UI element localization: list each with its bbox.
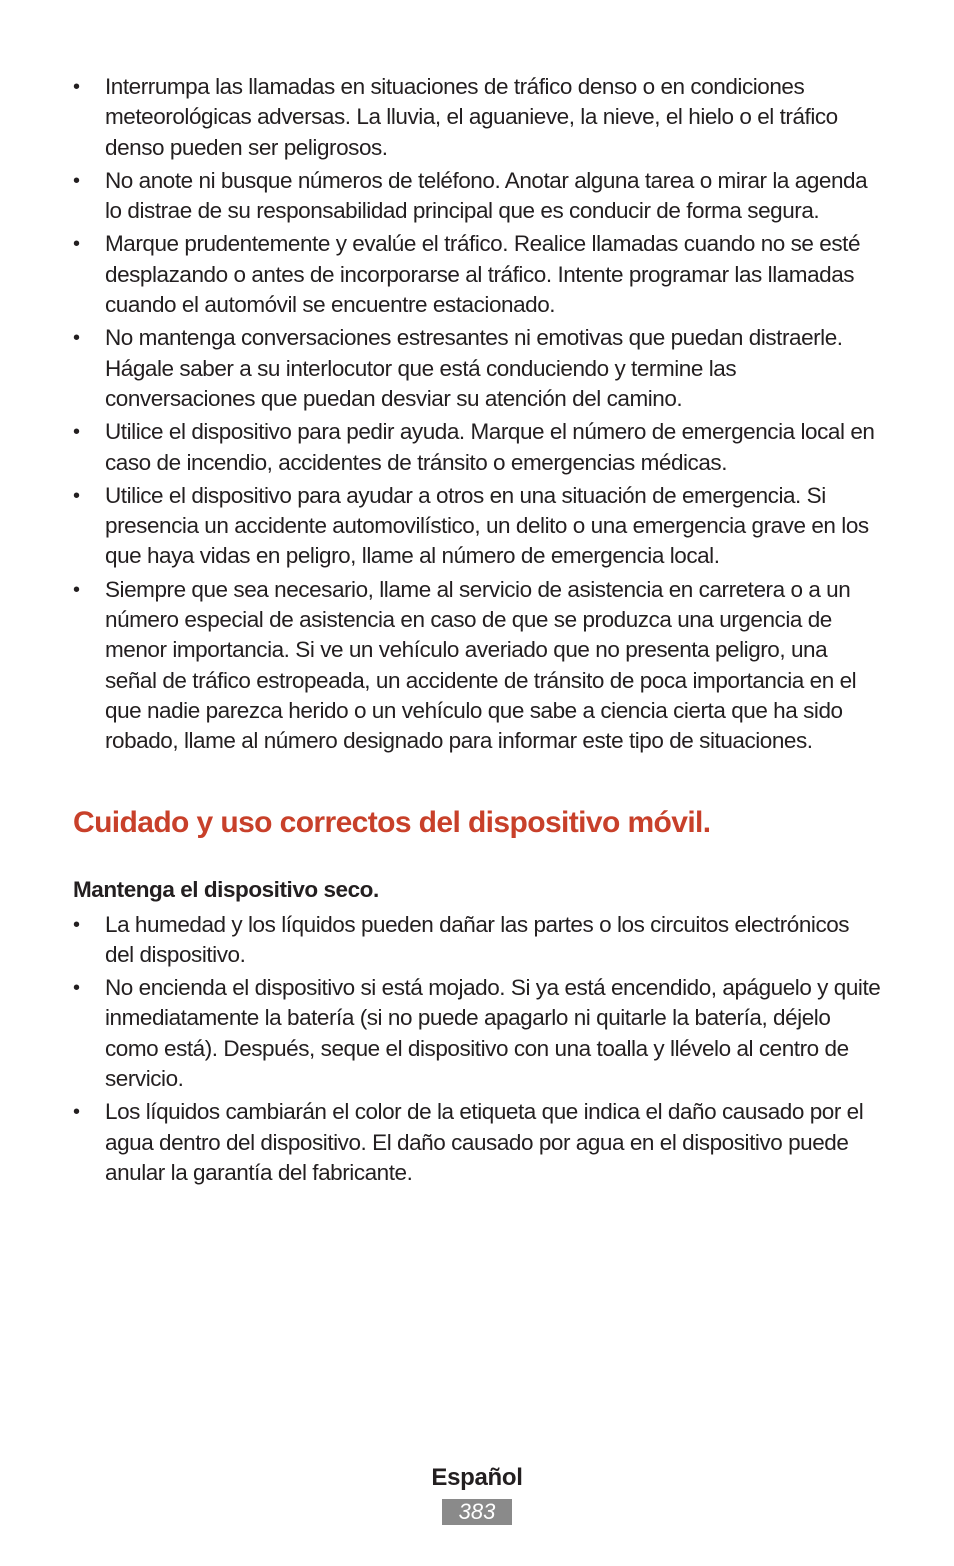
list-item-text: Los líquidos cambiarán el color de la etiqueta que indica el daño causado por el agua dentro del dispositivo. El daño causado por agua en el dispositivo puede anular la garantía del fabricante. — [105, 1099, 864, 1185]
bullet-icon: • — [73, 421, 80, 444]
list-item — [73, 417, 883, 478]
list-item-text: Utilice el dispositivo para ayudar a otros en una situación de emergencia. Si presencia un accidente automovilístico, un delito o una emergencia grave en los que haya vidas en peligro, llame al número de emergencia local. — [105, 482, 869, 569]
list-item — [73, 72, 883, 163]
list-item — [73, 1097, 883, 1188]
list-item-text: No anote ni busque números de teléfono. Anotar alguna tarea o mirar la agenda lo distrae de su responsabilidad principal que es conducir de forma segura. — [105, 167, 868, 224]
list-item-text: No mantenga conversaciones estresantes ni emotivas que puedan distraerle. Hágale saber a su interlocutor que está conduciendo y termine las conversaciones que puedan desviar su atención del camino. — [105, 325, 843, 411]
bullet-icon: • — [73, 484, 80, 507]
list-item-text: Marque prudentemente y evalúe el tráfico. Realice llamadas cuando no se esté desplazando o antes de incorporarse al tráfico. Intente programar las llamadas cuando el automóvil se encuentre estacionado. — [105, 231, 861, 318]
page-content — [73, 72, 883, 1191]
list-item — [73, 910, 883, 971]
bullet-icon: • — [73, 578, 80, 601]
footer-language: Español — [431, 1464, 523, 1491]
bullet-icon: • — [73, 233, 80, 256]
list-item-text: Utilice el dispositivo para pedir ayuda. Marque el número de emergencia local en caso de incendio, accidentes de tránsito o emergencias médicas. — [105, 419, 875, 475]
list-item — [73, 166, 883, 227]
list-item — [73, 323, 883, 414]
subheading: Mantenga el dispositivo seco. — [73, 876, 379, 902]
bullet-icon: • — [73, 169, 80, 192]
bullet-icon: • — [73, 1101, 80, 1124]
list-item-text: Interrumpa las llamadas en situaciones de tráfico denso o en condiciones meteorológicas adversas. La lluvia, el aguanieve, la nieve, el hielo o el tráfico denso pueden ser peligrosos. — [105, 74, 838, 160]
page-footer — [0, 1461, 954, 1525]
list-item-text: Siempre que sea necesario, llame al servicio de asistencia en carretera o a un número especial de asistencia en caso de que se produzca una urgencia de menor importancia. Si ve un vehículo averiado que no presenta peligro, una señal de tráfico estropeada, un accidente de tránsito de poca importancia en el que nadie parezca herido o un vehículo que sabe a ciencia cierta que ha sido robado, llame al número designado para informar este tipo de situaciones. — [105, 576, 857, 754]
bullet-icon: • — [73, 327, 80, 350]
bullet-icon: • — [73, 977, 80, 1000]
section-title: Cuidado y uso correctos del dispositivo móvil. — [73, 805, 711, 839]
list-item — [73, 481, 883, 572]
list-item — [73, 575, 883, 757]
bullet-icon: • — [73, 76, 80, 98]
list-item-text: La humedad y los líquidos pueden dañar las partes o los circuitos electrónicos del dispositivo. — [105, 911, 850, 967]
list-item — [73, 229, 883, 320]
list-item — [73, 973, 883, 1094]
page-number-badge: 383 — [442, 1499, 512, 1525]
list-item-text: No encienda el dispositivo si está mojado. Si ya está encendido, apáguelo y quite inmediatamente la batería (si no puede apagarlo ni quitarle la batería, déjelo como está). Después, seque el dispositivo con una toalla y llévelo al centro de servicio. — [105, 975, 881, 1092]
top-bullet-list — [73, 72, 883, 757]
bullet-icon: • — [73, 913, 80, 936]
bottom-bullet-list — [73, 910, 883, 1189]
